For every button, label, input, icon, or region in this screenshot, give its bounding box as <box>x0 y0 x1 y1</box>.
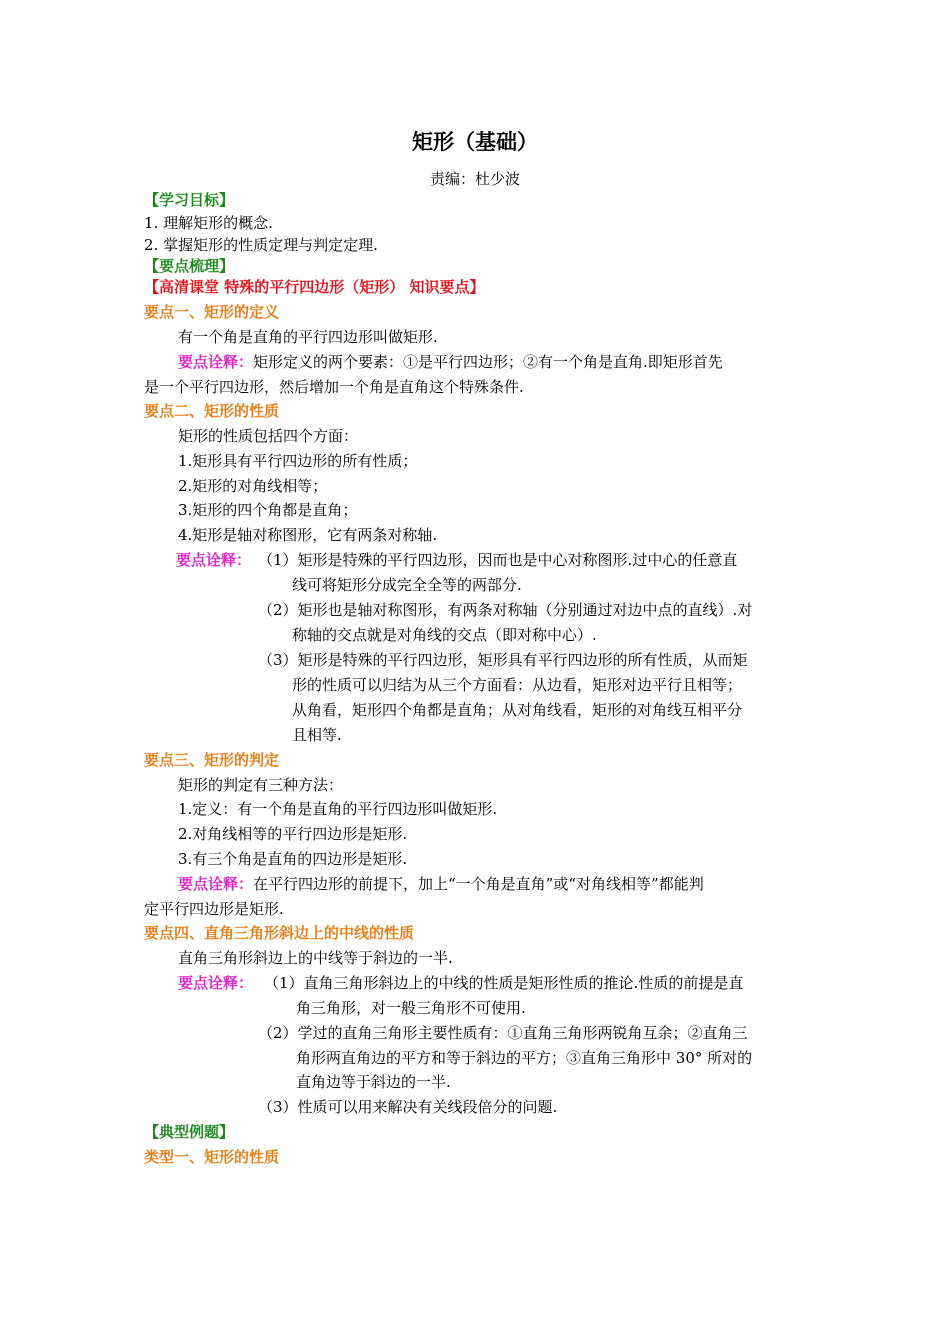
note-text: 矩形定义的两个要素：①是平行四边形；②有一个角是直角.即矩形首先 <box>253 353 723 371</box>
point2-item-4: 4.矩形是轴对称图形，它有两条对称轴. <box>178 526 438 544</box>
point4-note3: （3）性质可以用来解决有关线段倍分的问题. <box>258 1098 558 1116</box>
point1-heading: 要点一、矩形的定义 <box>144 303 280 321</box>
point1-note-line-2: 是一个平行四边形，然后增加一个角是直角这个特殊条件. <box>144 378 524 396</box>
point4-note2-line-b: 角形两直角边的平方和等于斜边的平方；③直角三角形中 30° 所对的 <box>296 1049 753 1067</box>
point3-item-3: 3.有三个角是直角的四边形是矩形. <box>178 850 408 868</box>
point2-intro: 矩形的性质包括四个方面： <box>178 427 359 445</box>
point2-item-3: 3.矩形的四个角都是直角； <box>178 501 358 519</box>
point1-note-line-1 <box>178 352 723 372</box>
point4-note-label: 要点诠释： <box>178 974 254 992</box>
point3-item-2: 2.对角线相等的平行四边形是矩形. <box>178 825 408 843</box>
point4-heading: 要点四、直角三角形斜边上的中线的性质 <box>144 924 415 942</box>
point2-item-2: 2.矩形的对角线相等； <box>178 477 328 495</box>
point2-item-1: 1.矩形具有平行四边形的所有性质； <box>178 452 418 470</box>
goal-item-2: 2. 掌握矩形的性质定理与判定定理. <box>144 236 378 254</box>
point3-note-line-1 <box>178 874 704 894</box>
point2-note-label: 要点诠释： <box>176 551 252 569</box>
point2-note2-line-b: 称轴的交点就是对角线的交点（即对称中心）. <box>292 626 597 644</box>
point2-note2-line-a: （2）矩形也是轴对称图形，有两条对称轴（分别通过对边中点的直线）.对 <box>258 601 753 619</box>
point2-note3-line-d: 且相等. <box>292 726 342 744</box>
hd-class-heading: 【高清课堂 特殊的平行四边形（矩形） 知识要点】 <box>144 278 485 296</box>
point4-note2-line-a: （2）学过的直角三角形主要性质有：①直角三角形两锐角互余；②直角三 <box>258 1024 748 1042</box>
point4-statement: 直角三角形斜边上的中线等于斜边的一半. <box>178 949 453 967</box>
point2-note3-line-b: 形的性质可以归结为从三个方面看：从边看，矩形对边平行且相等； <box>292 676 743 694</box>
point4-note1-line-a: （1）直角三角形斜边上的中线的性质是矩形性质的推论.性质的前提是直 <box>264 974 744 992</box>
point3-intro: 矩形的判定有三种方法： <box>178 776 344 794</box>
point2-note3-line-c: 从角看，矩形四个角都是直角；从对角线看，矩形的对角线互相平分 <box>292 701 743 719</box>
type-one-heading: 类型一、矩形的性质 <box>144 1148 280 1166</box>
point2-note3-line-a: （3）矩形是特殊的平行四边形，矩形具有平行四边形的所有性质，从而矩 <box>258 651 748 669</box>
page-title: 矩形（基础） <box>412 130 538 154</box>
note-text: 在平行四边形的前提下，加上“一个角是直角”或“对角线相等”都能判 <box>253 875 704 893</box>
note-label: 要点诠释： <box>178 875 254 893</box>
goals-heading: 【学习目标】 <box>144 191 235 209</box>
goal-item-1: 1. 理解矩形的概念. <box>144 214 273 232</box>
point4-note2-line-c: 直角边等于斜边的一半. <box>296 1073 451 1091</box>
point3-item-1: 1.定义：有一个角是直角的平行四边形叫做矩形. <box>178 800 498 818</box>
point3-note-line-2: 定平行四边形是矩形. <box>144 900 284 918</box>
point4-note1-line-b: 角三角形，对一般三角形不可使用. <box>296 999 526 1017</box>
point2-note1-line-b: 线可将矩形分成完全全等的两部分. <box>292 576 522 594</box>
point1-definition: 有一个角是直角的平行四边形叫做矩形. <box>178 328 438 346</box>
point3-heading: 要点三、矩形的判定 <box>144 751 280 769</box>
editor-credit: 责编：杜少波 <box>429 170 520 188</box>
point2-heading: 要点二、矩形的性质 <box>144 402 280 420</box>
note-label: 要点诠释： <box>178 353 254 371</box>
point2-note1-line-a: （1）矩形是特殊的平行四边形，因而也是中心对称图形.过中心的任意直 <box>258 551 738 569</box>
examples-heading: 【典型例题】 <box>144 1123 235 1141</box>
summary-heading: 【要点梳理】 <box>144 257 235 275</box>
